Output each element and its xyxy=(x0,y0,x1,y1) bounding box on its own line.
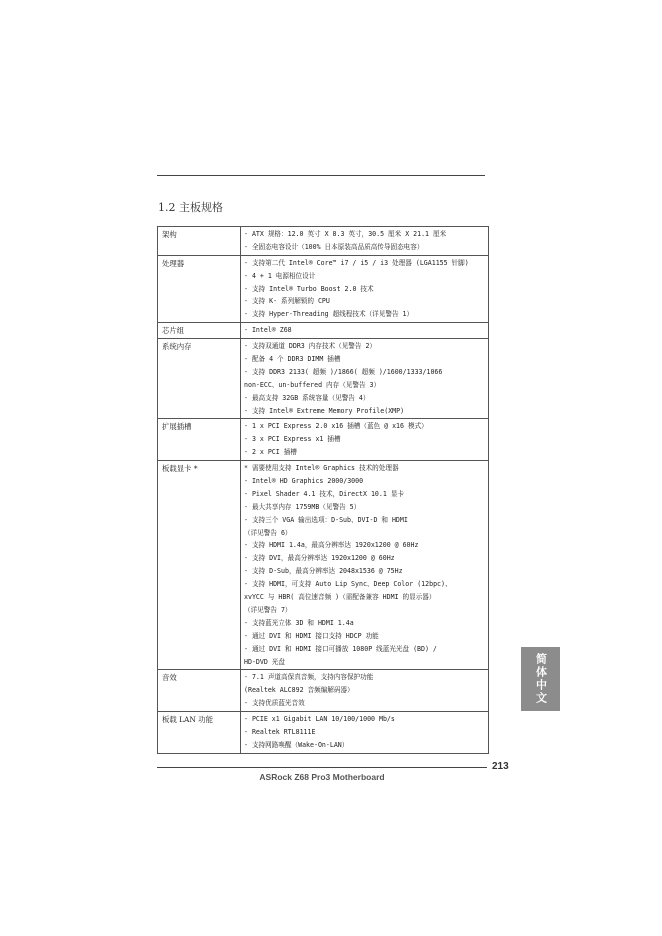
spec-line: - 通过 DVI 和 HDMI 接口可播放 1080P 线蓝光光盘 (BD) / xyxy=(244,644,437,653)
top-rule xyxy=(157,175,485,176)
spec-label: 扩展插槽 xyxy=(162,422,192,432)
spec-line: - Intel® Z68 xyxy=(244,326,292,335)
spec-line: - 支持第二代 Intel® Core™ i7 / i5 / i3 处理器 (LGA1155 针脚) xyxy=(244,258,469,267)
spec-line: - 支持 K- 系列解锁的 CPU xyxy=(244,297,330,306)
spec-line: （详见警告 7） xyxy=(244,605,292,614)
spec-line: - 通过 DVI 和 HDMI 接口支持 HDCP 功能 xyxy=(244,631,379,640)
language-tab xyxy=(521,647,560,711)
bottom-rule xyxy=(157,767,487,768)
spec-line: - ATX 规格：12.0 英寸 X 8.3 英寸，30.5 厘米 X 21.1 厘米 xyxy=(244,230,447,238)
spec-items xyxy=(240,339,488,418)
spec-row xyxy=(158,418,488,460)
spec-line: - 支持优质蓝光音效 xyxy=(244,699,305,708)
spec-line: - 支持 HDMI 1.4a，最高分辨率达 1920x1200 @ 60Hz xyxy=(244,541,419,550)
spec-items xyxy=(240,670,488,711)
spec-line: - 支持 DVI，最高分辨率达 1920x1200 @ 60Hz xyxy=(244,554,395,563)
section-title: 1.2 主板规格 xyxy=(158,201,223,214)
spec-row xyxy=(158,227,488,255)
spec-line: - Pixel Shader 4.1 技术，DirectX 10.1 显卡 xyxy=(244,489,405,498)
spec-line: - 支持 DDR3 2133( 超频 )/1866( 超频 )/1600/1333/1066 xyxy=(244,367,443,376)
spec-row xyxy=(158,460,488,669)
spec-line: - 2 x PCI 插槽 xyxy=(244,448,297,457)
spec-label: 系统内存 xyxy=(162,342,192,352)
spec-line: - 4 + 1 电源相位设计 xyxy=(244,271,316,280)
language-tab-label: 简体中文 xyxy=(534,653,548,705)
footer-text: ASRock Z68 Pro3 Motherboard xyxy=(259,772,385,782)
spec-items xyxy=(240,419,488,460)
spec-items xyxy=(240,256,488,322)
spec-row xyxy=(158,322,488,338)
spec-row xyxy=(158,711,488,753)
spec-line: - 支持双通道 DDR3 内存技术（见警告 2） xyxy=(244,342,377,351)
spec-line: （详见警告 6） xyxy=(244,528,292,537)
spec-line: - 支持 Intel® Extreme Memory Profile(XMP) xyxy=(244,406,405,415)
spec-label: 板载显卡 * xyxy=(162,464,198,474)
spec-line: - 支持网路唤醒（Wake-On-LAN） xyxy=(244,740,349,749)
spec-line: - Realtek RTL8111E xyxy=(244,727,316,736)
spec-line: - 支持蓝光立体 3D 和 HDMI 1.4a xyxy=(244,618,354,627)
spec-items xyxy=(240,712,488,753)
spec-line: xvYCC 与 HBR( 高位速音频 )（需配备兼容 HDMI 的显示器） xyxy=(244,593,436,602)
page-number: 213 xyxy=(492,761,509,772)
spec-row xyxy=(158,255,488,322)
spec-line: non-ECC、un-buffered 内存（见警告 3） xyxy=(244,380,381,389)
spec-line: - 支持 Hyper-Threading 超线程技术（详见警告 1） xyxy=(244,310,414,319)
spec-table xyxy=(157,226,489,754)
spec-line: HD-DVD 光盘 xyxy=(244,657,285,666)
spec-label: 芯片组 xyxy=(162,326,185,336)
spec-items xyxy=(240,227,488,255)
spec-line: * 需要使用支持 Intel® Graphics 技术的处理器 xyxy=(244,464,399,473)
spec-line: - PCIE x1 Gigabit LAN 10/100/1000 Mb/s xyxy=(244,715,395,724)
spec-line: - 3 x PCI Express x1 插槽 xyxy=(244,435,341,444)
spec-line: - 1 x PCI Express 2.0 x16 插槽（蓝色 @ x16 模式） xyxy=(244,422,428,431)
spec-label: 架构 xyxy=(162,230,177,239)
spec-items xyxy=(240,461,488,669)
spec-line: - 支持 D-Sub，最高分辨率达 2048x1536 @ 75Hz xyxy=(244,567,403,576)
spec-items xyxy=(240,323,488,338)
spec-label: 处理器 xyxy=(162,258,185,268)
spec-line: - 最大共享内存 1759MB（见警告 5） xyxy=(244,502,361,511)
spec-line: - 最高支持 32GB 系统容量（见警告 4） xyxy=(244,393,370,402)
spec-row xyxy=(158,669,488,711)
spec-row xyxy=(158,338,488,418)
spec-line: (Realtek ALC892 音频编解码器） xyxy=(244,686,354,695)
spec-line: - 支持 HDMI，可支持 Auto Lip Sync、Deep Color (12bpc)、 xyxy=(244,580,452,589)
spec-line: - 支持 Intel® Turbo Boost 2.0 技术 xyxy=(244,284,374,293)
spec-label: 音效 xyxy=(162,673,177,683)
spec-label: 板载 LAN 功能 xyxy=(162,715,213,725)
spec-line: - 支持三个 VGA 输出选项：D-Sub、DVI-D 和 HDMI xyxy=(244,515,408,524)
spec-line: - 配备 4 个 DDR3 DIMM 插槽 xyxy=(244,355,341,364)
spec-line: - 全固态电容设计（100% 日本原装高品质高传导固态电容） xyxy=(244,242,424,251)
spec-line: - Intel® HD Graphics 2000/3000 xyxy=(244,477,364,486)
spec-line: - 7.1 声道高保真音频，支持内容保护功能 xyxy=(244,673,374,682)
